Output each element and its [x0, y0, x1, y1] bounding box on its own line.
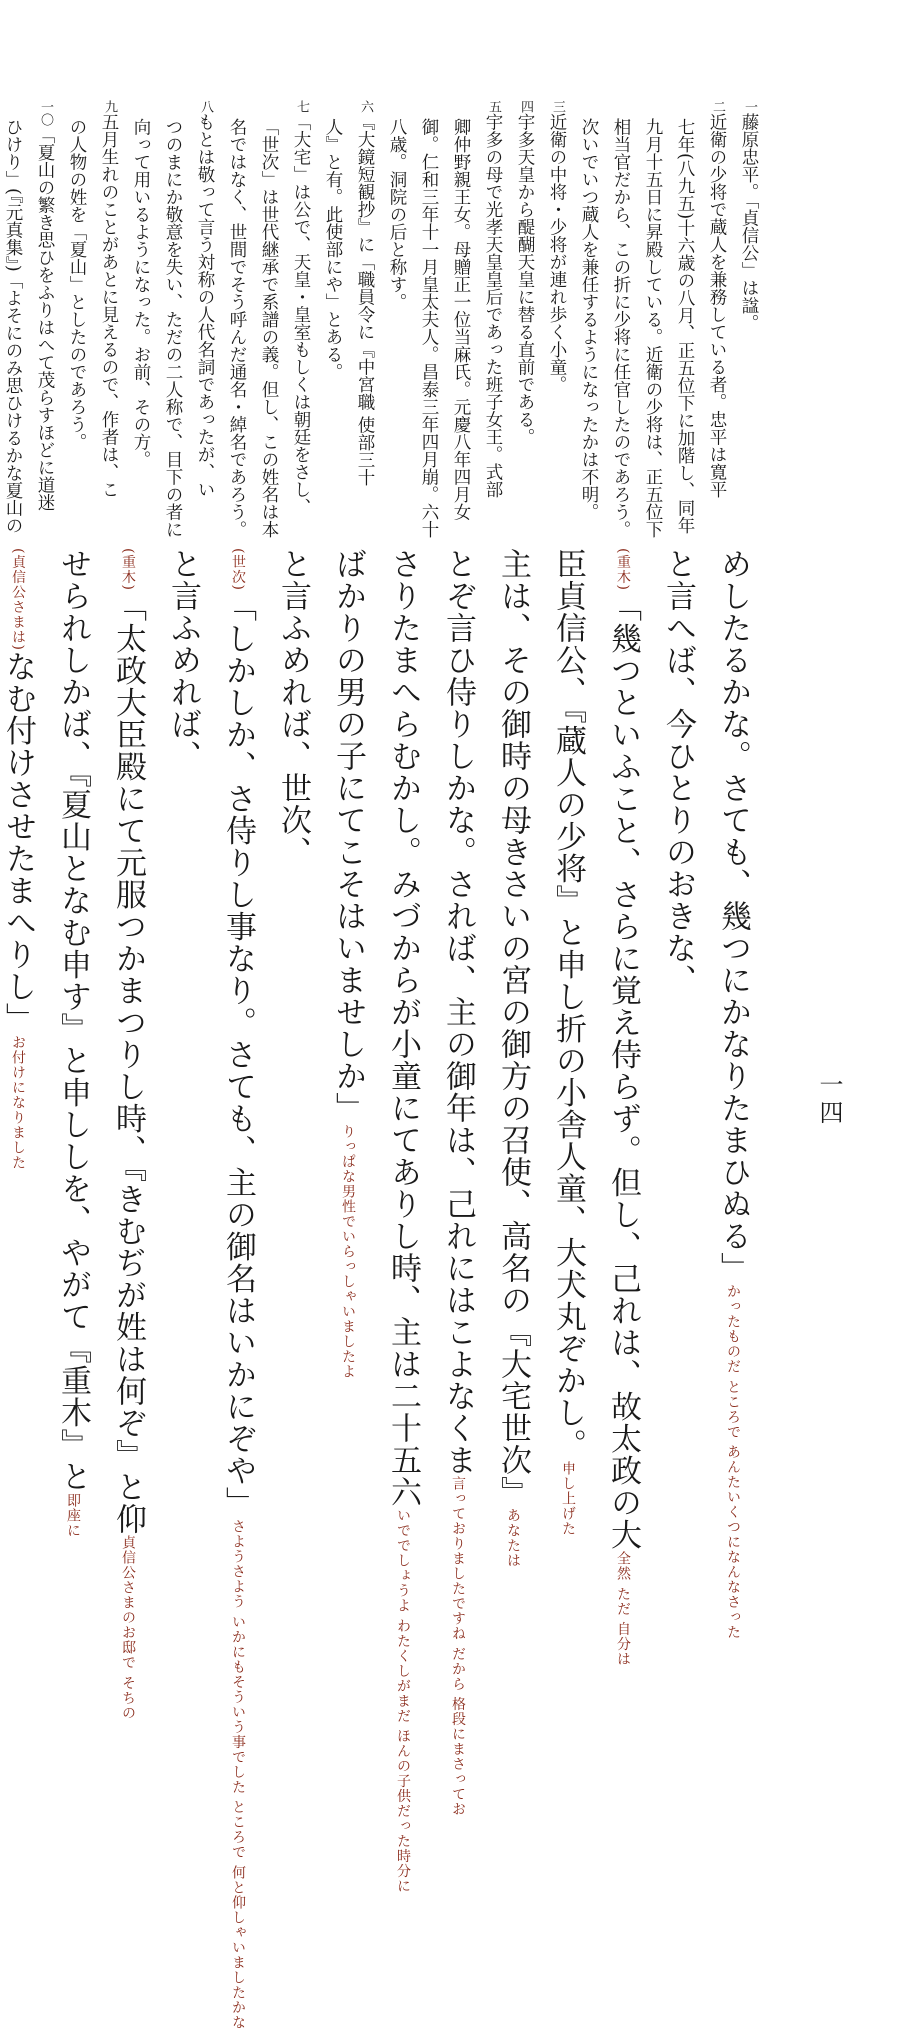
main-text-line [375, 548, 430, 1894]
main-text-line [540, 548, 595, 1536]
speaker-label: (世次) [230, 548, 246, 591]
note-number: 一 [742, 100, 757, 113]
note-text: もとは敬って言う対称の人代名詞であったが、い [195, 113, 215, 498]
note-text: ひけり」(『元真集』)「よそにのみ思ひけるかな夏山の [3, 117, 23, 534]
modern-gloss: 貞信公さまのお邸で そちの [120, 1535, 136, 1721]
note-text: 『大鏡短観抄』に「職員令に『中宮職 使部三十 [355, 113, 375, 487]
note-text: 人』と有。此使部にや」とある。 [323, 117, 343, 380]
note-number: 九 [102, 100, 117, 113]
main-text-content: 「しかしか、さ侍りし事なり。さても、主の御名はいかにぞや」 [220, 590, 256, 1519]
note-number: 一〇 [38, 100, 53, 126]
note-text: 九月十五日に昇殿している。近衛の少将は、正五位下 [643, 117, 663, 538]
note-text: 向って用いるようになった。お前、その方。 [131, 117, 151, 468]
note-line [669, 100, 701, 540]
main-text-content: 「太政大臣殿にて元服つかまつりし時、『きむぢが姓は何ぞ』と仰 [110, 590, 146, 1536]
modern-gloss: お付けになりました [10, 1034, 26, 1170]
modern-gloss: さようさよう いかにもそういう事でした ところで 何と仰しゃいましたかな [230, 1518, 246, 2030]
main-text-line [210, 548, 265, 2030]
note-number: 八 [198, 100, 213, 113]
note-line [221, 100, 253, 540]
note-number: 六 [358, 100, 373, 113]
note-text: 近衛の少将で蔵人を兼務している者。忠平は寛平 [707, 113, 727, 498]
modern-gloss: 言っておりましたですね だから 格段にまさってお [450, 1476, 466, 1817]
main-text-line [650, 548, 705, 1068]
main-text-content: めしたるかな。さても、幾つにかなりたまひぬる」 [715, 548, 751, 1284]
main-text-content: なむ付けさせたまへりし」 [0, 650, 36, 1035]
note-text: つのまにか敬意を失い、ただの二人称で、目下の者に [163, 117, 183, 538]
note-line [189, 100, 221, 540]
note-line [413, 100, 445, 540]
main-text-content: とぞ言ひ侍りしかな。されば、主の御年は、己れにはこよなくま [440, 548, 476, 1476]
note-line [157, 100, 189, 540]
main-text-content: ばかりの男の子にてこそはいませしか」 [330, 548, 366, 1124]
main-text-content: せられしかば、『夏山となむ申す』と申ししを、やがて『重木』と [55, 548, 91, 1493]
note-line [61, 100, 93, 540]
note-text: 宇多天皇から醍醐天皇に替る直前である。 [515, 113, 535, 446]
note-line [509, 100, 541, 540]
note-text: 相当官だから、この折に少将に任官したのであろう。 [611, 117, 631, 538]
modern-gloss: あなたは [505, 1508, 521, 1568]
note-text: 八歳。洞院の后と称す。 [387, 117, 407, 310]
modern-gloss: 全然 ただ 自分は [615, 1550, 631, 1667]
main-text-content: と言へば、今ひとりのおきな、 [660, 548, 696, 996]
main-text-line [45, 548, 100, 1538]
note-text: 宇多の母で光孝天皇皇后であった班子女王。式部 [483, 113, 503, 498]
note-number: 三 [550, 100, 565, 113]
note-line [445, 100, 477, 540]
note-line [701, 100, 733, 540]
note-text: 御。仁和三年十一月皇太夫人。昌泰三年四月崩。六十 [419, 117, 439, 538]
note-line [285, 100, 317, 540]
main-text-line [705, 548, 760, 1640]
note-text: 藤原忠平。「貞信公」は諡。 [739, 113, 759, 332]
note-line [477, 100, 509, 540]
main-text-line [100, 548, 155, 1721]
modern-gloss: 即座に [65, 1492, 81, 1538]
note-number: 七 [294, 100, 309, 113]
note-text: 七年(八九五)十六歳の八月、正五位下に加階し、同年 [675, 117, 695, 534]
note-line [125, 100, 157, 540]
note-text: 五月生れのことがあとに見えるので、作者は、こ [99, 113, 119, 498]
main-text-line [0, 548, 45, 1170]
main-text-content: 臣貞信公、『蔵人の少将』と申し折の小舎人童、大犬丸ぞかし。 [550, 548, 586, 1461]
note-line [349, 100, 381, 540]
main-text-line [320, 548, 375, 1379]
note-text: 卿仲野親王女。母贈正一位当麻氏。元慶八年四月女 [451, 117, 471, 520]
note-line [0, 100, 29, 540]
main-text-block [0, 548, 760, 2030]
main-text-line [595, 548, 650, 1667]
main-text-content: さりたまへらむかし。みづからが小童にてありし時、主は二十五六 [385, 548, 421, 1508]
main-text-line [155, 548, 210, 1068]
modern-gloss: いででしょうよ わたくしがまだ ほんの子供だった時分に [395, 1508, 411, 1894]
speaker-label: (重木) [120, 548, 136, 591]
note-text: の人物の姓を「夏山」としたのであろう。 [67, 117, 87, 450]
note-line [573, 100, 605, 540]
main-text-content: 主は、その御時の母きさいの宮の御方の召使、高名の『大宅世次』 [495, 548, 531, 1508]
note-text: 近衛の中将・少将が連れ歩く小童。 [547, 113, 567, 393]
note-line [733, 100, 765, 540]
note-line [317, 100, 349, 540]
main-text-line [485, 548, 540, 1568]
main-text-content: 「幾つといふこと、さらに覚え侍らず。但し、己れは、故太政の大 [605, 590, 641, 1551]
note-number: 二 [710, 100, 725, 113]
note-number: 四 [518, 100, 533, 113]
note-text: 「大宅」は公で、天皇・皇室もしくは朝廷をさし、 [291, 113, 311, 516]
main-text-content: と言ふめれば、世次、 [275, 548, 311, 868]
annotation-notes [3, 100, 765, 540]
main-text-line [430, 548, 485, 1817]
note-line [381, 100, 413, 540]
modern-gloss: かったものだ ところで あんたいくつになんなさった [725, 1284, 741, 1640]
main-text-line [265, 548, 320, 1068]
note-line [637, 100, 669, 540]
note-line [541, 100, 573, 540]
note-text: 次いでいつ蔵人を兼任するようになったかは不明。 [579, 117, 599, 520]
modern-gloss: りっぱな男性でいらっしゃいましたよ [340, 1124, 356, 1379]
note-line [253, 100, 285, 540]
note-text: 名ではなく、世間でそう呼んだ通名・綽名であろう。 [227, 117, 247, 538]
note-line [93, 100, 125, 540]
page-number: 一四 [815, 1072, 843, 1128]
note-text: 「世次」は世代継承で系譜の義。但し、この姓名は本 [259, 117, 279, 538]
speaker-label: (重木) [615, 548, 631, 591]
modern-gloss: 申し上げた [560, 1460, 576, 1536]
note-text: 「夏山の繁き思ひをふりはへて茂らすほどに道迷 [35, 126, 55, 511]
note-number: 五 [486, 100, 501, 113]
speaker-label: (貞信公さまは) [10, 548, 26, 651]
note-line [29, 100, 61, 540]
note-line [605, 100, 637, 540]
main-text-content: と言ふめれば、 [165, 548, 201, 772]
